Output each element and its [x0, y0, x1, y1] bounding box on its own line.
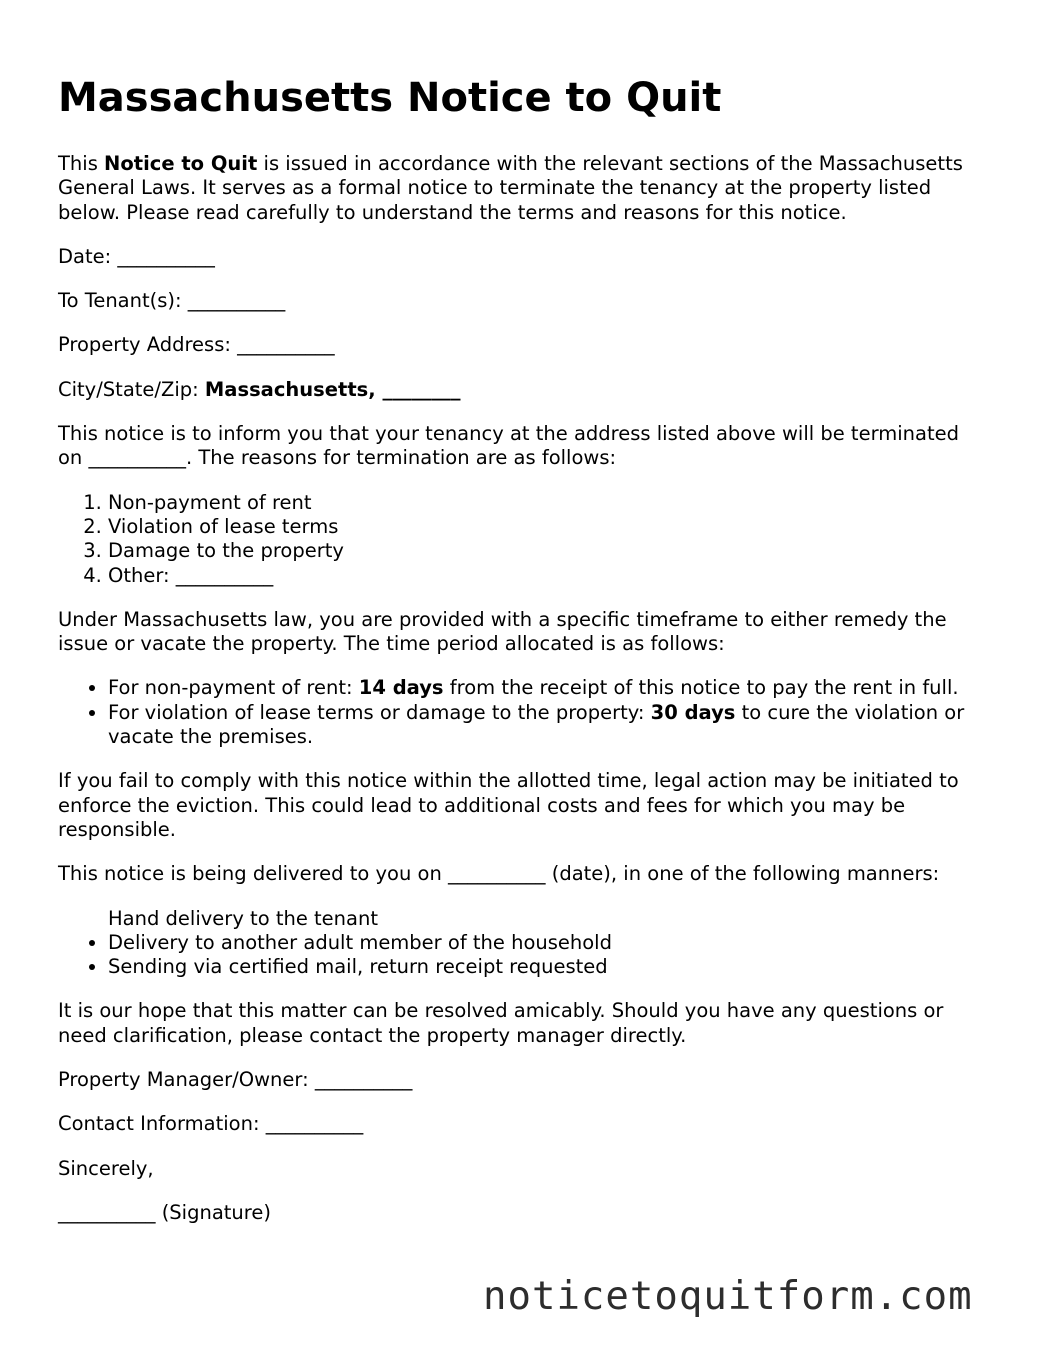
list-item: 2. Violation of lease terms	[108, 515, 988, 539]
tenant-field: To Tenant(s): __________	[58, 289, 286, 313]
list-item: 3. Damage to the property	[108, 539, 988, 563]
timeframe-suffix: from the receipt of this notice to pay the rent in full.	[443, 676, 959, 700]
list-item: 4. Other: __________	[108, 564, 988, 588]
city-label: City/State/Zip:	[58, 377, 205, 401]
date-field: Date: __________	[58, 244, 215, 268]
list-item: Hand delivery to the tenant	[108, 906, 378, 930]
list-item	[108, 701, 988, 750]
city-value: Massachusetts, ________	[204, 377, 461, 401]
signature-line: __________ (Signature)	[58, 1200, 271, 1224]
delivery-list	[58, 907, 988, 980]
timeframe-intro: Under Massachusetts law, you are provided with a specific timeframe to either remedy the issue or vacate the property. The time period allocated is as follows:	[58, 607, 947, 656]
watermark-text: noticetoquitform.com	[483, 1274, 973, 1319]
timeframes-list	[58, 676, 988, 749]
timeframe-suffix: to cure the violation or vacate the premises.	[108, 700, 965, 749]
timeframe-prefix: For violation of lease terms or damage to the property:	[108, 700, 651, 724]
document-page	[58, 74, 988, 1245]
comply-paragraph: If you fail to comply with this notice within the allotted time, legal action may be initiated to enforce the eviction. This could lead to additional costs and fees for which you may be responsible.	[58, 769, 959, 841]
address-field: Property Address: __________	[58, 333, 335, 357]
page-title: Massachusetts Notice to Quit	[58, 75, 722, 121]
intro-suffix: is issued in accordance with the relevant sections of the Massachusetts General Laws. It serves as a formal notice to terminate the tenancy at the property listed below. Please read carefully to understand the terms and reasons for this notice.	[58, 152, 963, 224]
list-item: • Delivery to another adult member of the household	[108, 931, 988, 955]
manager-field: Property Manager/Owner: __________	[58, 1068, 413, 1092]
timeframe-prefix: For non-payment of rent:	[108, 676, 359, 700]
intro-paragraph	[58, 152, 988, 225]
sincerely: Sincerely,	[58, 1156, 154, 1180]
list-item: • Sending via certified mail, return receipt requested	[108, 955, 988, 979]
termination-paragraph: This notice is to inform you that your tenancy at the address listed above will be terminated on __________. The reasons for termination are as follows:	[58, 422, 959, 470]
city-field	[58, 378, 988, 402]
intro-prefix: This	[58, 152, 105, 175]
list-item	[108, 676, 988, 700]
intro-bold: Notice to Quit	[104, 152, 258, 175]
timeframe-days: 30 days	[650, 700, 736, 724]
timeframe-days: 14 days	[358, 676, 444, 700]
closing-paragraph: It is our hope that this matter can be resolved amicably. Should you have any questions or need clarification, please contact the property manager directly.	[58, 999, 944, 1047]
reasons-list	[58, 491, 988, 588]
delivery-intro: This notice is being delivered to you on __________ (date), in one of the following manners:	[58, 862, 940, 886]
list-item: 1. Non-payment of rent	[108, 491, 988, 515]
contact-field: Contact Information: __________	[58, 1112, 364, 1136]
